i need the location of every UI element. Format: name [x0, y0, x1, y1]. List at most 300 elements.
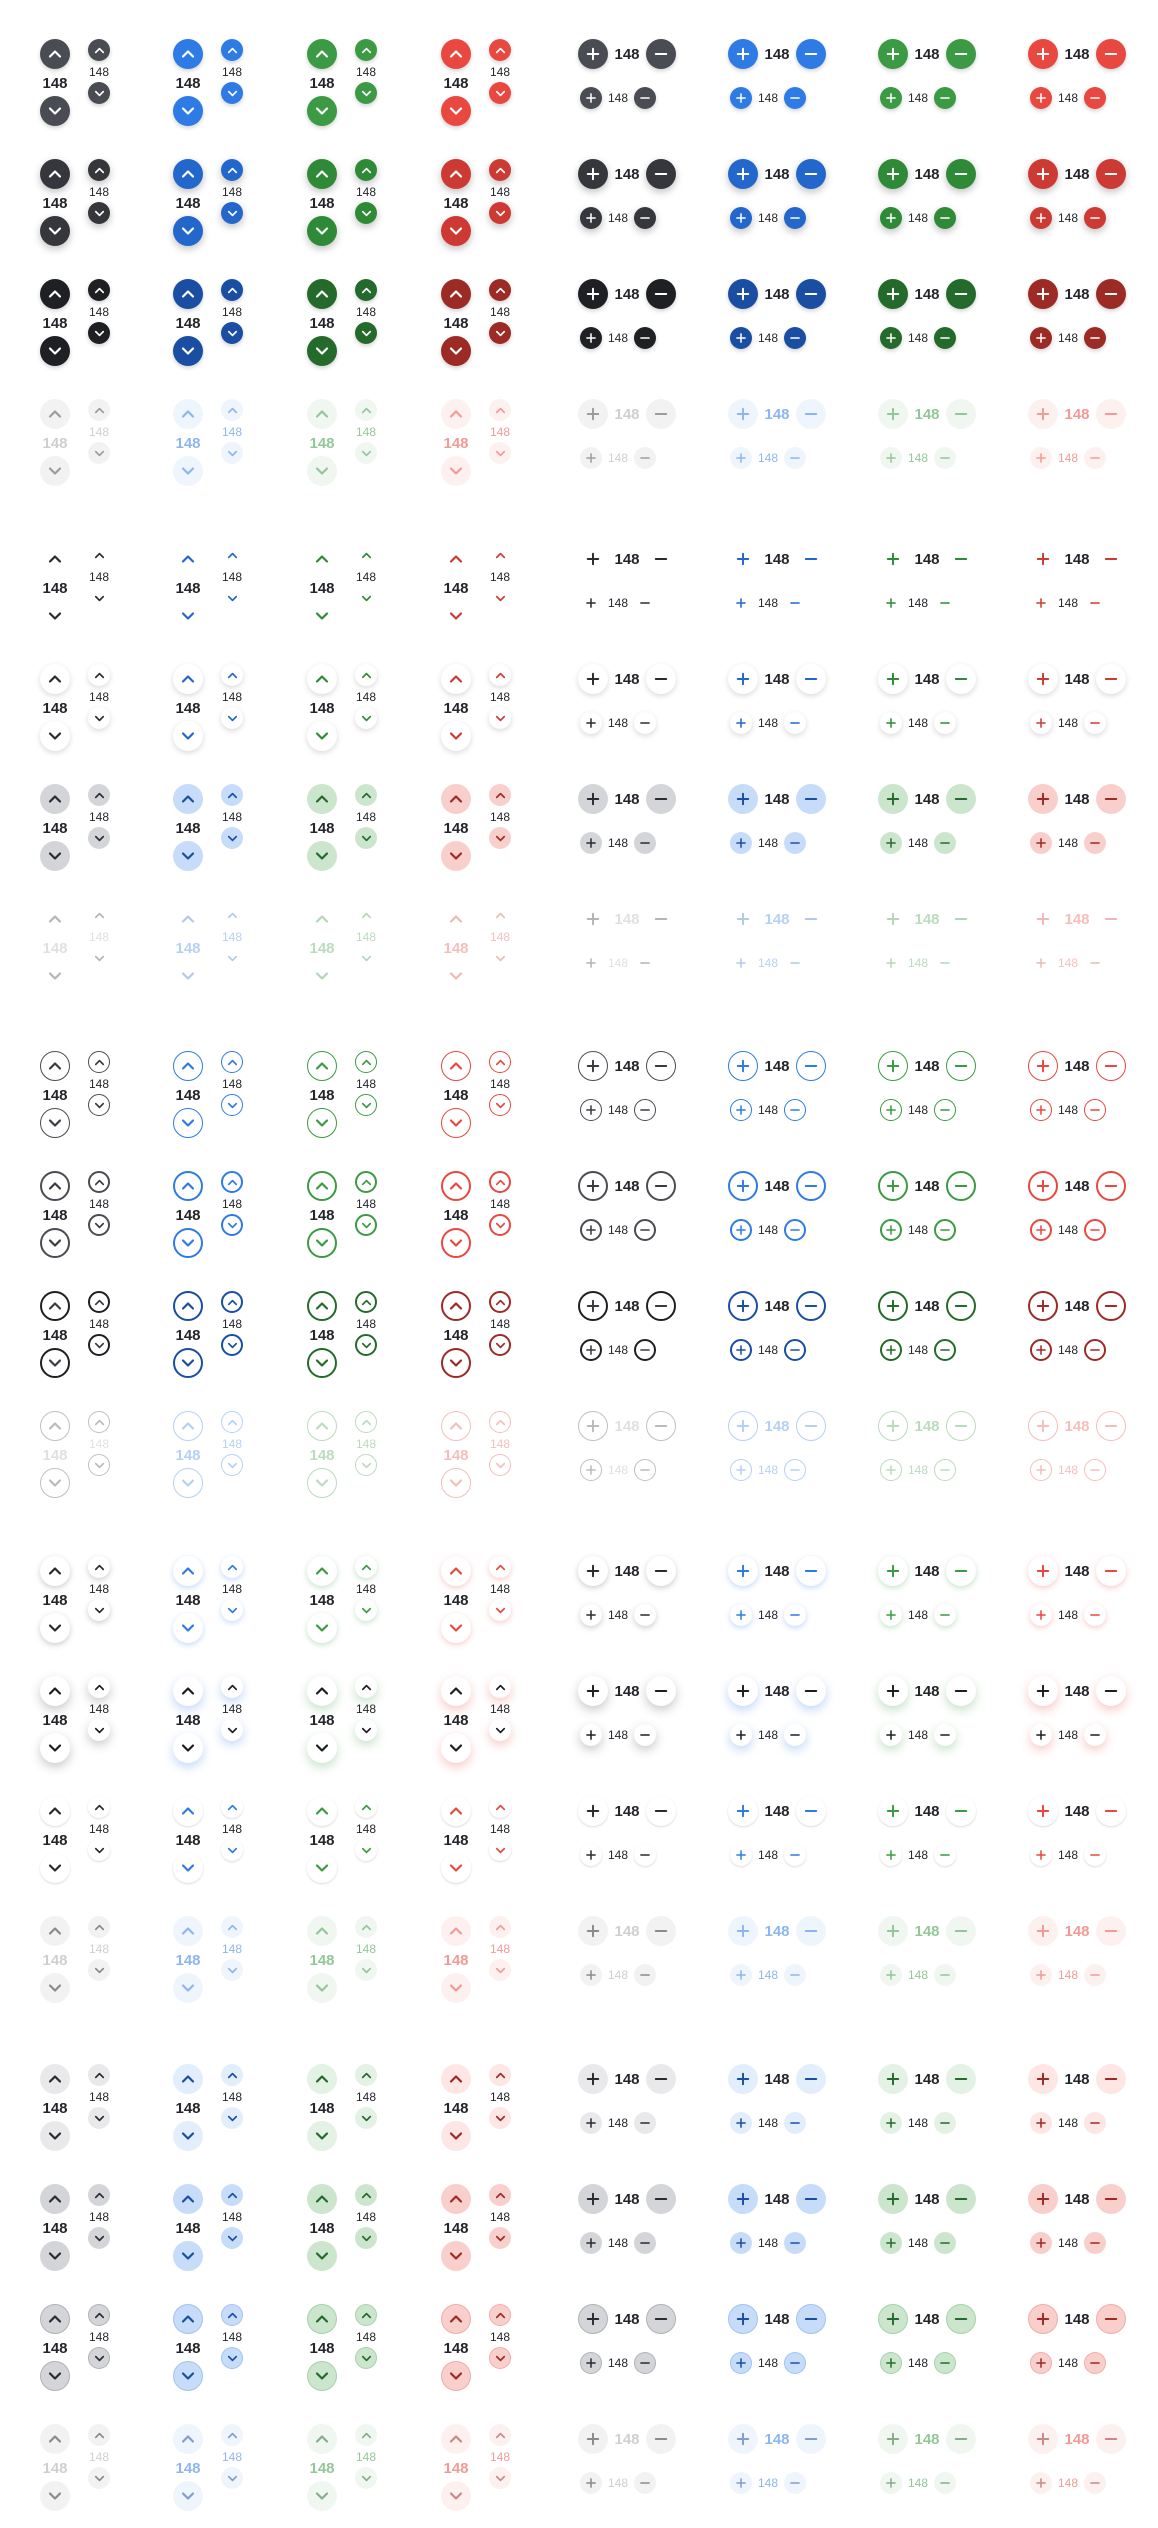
decrement-button[interactable] — [1096, 664, 1126, 694]
increment-button[interactable] — [878, 2424, 908, 2454]
decrement-button[interactable] — [646, 2304, 676, 2334]
increment-button[interactable] — [489, 39, 511, 61]
decrement-button[interactable] — [40, 1468, 70, 1498]
decrement-button[interactable] — [307, 456, 337, 486]
decrement-button[interactable] — [1084, 712, 1106, 734]
increment-button[interactable] — [728, 279, 758, 309]
increment-button[interactable] — [880, 952, 902, 974]
increment-button[interactable] — [489, 1796, 511, 1818]
increment-button[interactable] — [578, 1051, 608, 1081]
increment-button[interactable] — [578, 2424, 608, 2454]
increment-button[interactable] — [728, 2184, 758, 2214]
decrement-button[interactable] — [88, 1334, 110, 1356]
increment-button[interactable] — [1030, 1099, 1052, 1121]
increment-button[interactable] — [728, 2424, 758, 2454]
increment-button[interactable] — [580, 1339, 602, 1361]
increment-button[interactable] — [878, 784, 908, 814]
decrement-button[interactable] — [634, 2232, 656, 2254]
increment-button[interactable] — [1030, 2472, 1052, 2494]
increment-button[interactable] — [355, 784, 377, 806]
increment-button[interactable] — [1028, 1796, 1058, 1826]
increment-button[interactable] — [578, 1556, 608, 1586]
decrement-button[interactable] — [634, 1219, 656, 1241]
decrement-button[interactable] — [796, 544, 826, 574]
decrement-button[interactable] — [221, 947, 243, 969]
decrement-button[interactable] — [1096, 1411, 1126, 1441]
decrement-button[interactable] — [40, 1853, 70, 1883]
decrement-button[interactable] — [355, 1599, 377, 1621]
decrement-button[interactable] — [634, 952, 656, 974]
decrement-button[interactable] — [1084, 1724, 1106, 1746]
decrement-button[interactable] — [489, 587, 511, 609]
decrement-button[interactable] — [646, 399, 676, 429]
decrement-button[interactable] — [441, 1468, 471, 1498]
increment-button[interactable] — [580, 2112, 602, 2134]
increment-button[interactable] — [1028, 784, 1058, 814]
increment-button[interactable] — [878, 1676, 908, 1706]
decrement-button[interactable] — [489, 82, 511, 104]
increment-button[interactable] — [1030, 327, 1052, 349]
increment-button[interactable] — [880, 1724, 902, 1746]
decrement-button[interactable] — [1096, 39, 1126, 69]
decrement-button[interactable] — [489, 1719, 511, 1741]
increment-button[interactable] — [1030, 1339, 1052, 1361]
increment-button[interactable] — [880, 447, 902, 469]
decrement-button[interactable] — [934, 207, 956, 229]
increment-button[interactable] — [173, 784, 203, 814]
decrement-button[interactable] — [221, 202, 243, 224]
decrement-button[interactable] — [934, 327, 956, 349]
decrement-button[interactable] — [40, 1733, 70, 1763]
increment-button[interactable] — [221, 664, 243, 686]
increment-button[interactable] — [728, 664, 758, 694]
increment-button[interactable] — [1030, 1604, 1052, 1626]
increment-button[interactable] — [40, 904, 70, 934]
increment-button[interactable] — [441, 2064, 471, 2094]
decrement-button[interactable] — [40, 721, 70, 751]
increment-button[interactable] — [728, 1411, 758, 1441]
decrement-button[interactable] — [1096, 784, 1126, 814]
decrement-button[interactable] — [40, 336, 70, 366]
decrement-button[interactable] — [796, 664, 826, 694]
decrement-button[interactable] — [441, 2361, 471, 2391]
decrement-button[interactable] — [88, 827, 110, 849]
increment-button[interactable] — [878, 2304, 908, 2334]
increment-button[interactable] — [173, 1676, 203, 1706]
decrement-button[interactable] — [634, 207, 656, 229]
increment-button[interactable] — [88, 664, 110, 686]
decrement-button[interactable] — [934, 2112, 956, 2134]
decrement-button[interactable] — [441, 1348, 471, 1378]
increment-button[interactable] — [489, 2304, 511, 2326]
increment-button[interactable] — [355, 2304, 377, 2326]
increment-button[interactable] — [730, 1844, 752, 1866]
increment-button[interactable] — [355, 1411, 377, 1433]
decrement-button[interactable] — [40, 96, 70, 126]
decrement-button[interactable] — [307, 1853, 337, 1883]
decrement-button[interactable] — [489, 707, 511, 729]
decrement-button[interactable] — [173, 456, 203, 486]
increment-button[interactable] — [730, 207, 752, 229]
increment-button[interactable] — [878, 279, 908, 309]
increment-button[interactable] — [40, 2304, 70, 2334]
decrement-button[interactable] — [1096, 2424, 1126, 2454]
decrement-button[interactable] — [796, 784, 826, 814]
increment-button[interactable] — [88, 1411, 110, 1433]
increment-button[interactable] — [88, 904, 110, 926]
decrement-button[interactable] — [934, 2472, 956, 2494]
decrement-button[interactable] — [784, 2472, 806, 2494]
decrement-button[interactable] — [646, 159, 676, 189]
increment-button[interactable] — [221, 39, 243, 61]
decrement-button[interactable] — [934, 952, 956, 974]
increment-button[interactable] — [355, 2064, 377, 2086]
decrement-button[interactable] — [1096, 279, 1126, 309]
decrement-button[interactable] — [784, 207, 806, 229]
increment-button[interactable] — [88, 1291, 110, 1313]
increment-button[interactable] — [878, 1051, 908, 1081]
increment-button[interactable] — [730, 2112, 752, 2134]
decrement-button[interactable] — [784, 447, 806, 469]
increment-button[interactable] — [489, 399, 511, 421]
increment-button[interactable] — [489, 904, 511, 926]
decrement-button[interactable] — [88, 2227, 110, 2249]
increment-button[interactable] — [173, 1291, 203, 1321]
increment-button[interactable] — [578, 1411, 608, 1441]
decrement-button[interactable] — [1084, 1099, 1106, 1121]
increment-button[interactable] — [728, 1556, 758, 1586]
decrement-button[interactable] — [441, 1733, 471, 1763]
decrement-button[interactable] — [1084, 1459, 1106, 1481]
increment-button[interactable] — [880, 1099, 902, 1121]
increment-button[interactable] — [307, 1796, 337, 1826]
decrement-button[interactable] — [634, 2112, 656, 2134]
increment-button[interactable] — [728, 904, 758, 934]
increment-button[interactable] — [1028, 664, 1058, 694]
decrement-button[interactable] — [88, 947, 110, 969]
decrement-button[interactable] — [40, 1228, 70, 1258]
decrement-button[interactable] — [946, 1411, 976, 1441]
decrement-button[interactable] — [355, 442, 377, 464]
decrement-button[interactable] — [784, 1219, 806, 1241]
increment-button[interactable] — [441, 1796, 471, 1826]
decrement-button[interactable] — [173, 96, 203, 126]
increment-button[interactable] — [880, 327, 902, 349]
decrement-button[interactable] — [1096, 1171, 1126, 1201]
decrement-button[interactable] — [634, 2472, 656, 2494]
decrement-button[interactable] — [173, 1348, 203, 1378]
decrement-button[interactable] — [489, 1959, 511, 1981]
increment-button[interactable] — [307, 1291, 337, 1321]
increment-button[interactable] — [580, 712, 602, 734]
increment-button[interactable] — [730, 447, 752, 469]
increment-button[interactable] — [221, 1051, 243, 1073]
increment-button[interactable] — [355, 279, 377, 301]
increment-button[interactable] — [1030, 1219, 1052, 1241]
decrement-button[interactable] — [646, 2064, 676, 2094]
decrement-button[interactable] — [796, 2424, 826, 2454]
increment-button[interactable] — [880, 592, 902, 614]
increment-button[interactable] — [173, 1916, 203, 1946]
increment-button[interactable] — [1030, 207, 1052, 229]
decrement-button[interactable] — [355, 1334, 377, 1356]
increment-button[interactable] — [307, 1171, 337, 1201]
increment-button[interactable] — [880, 2352, 902, 2374]
increment-button[interactable] — [1028, 159, 1058, 189]
decrement-button[interactable] — [221, 1214, 243, 1236]
decrement-button[interactable] — [173, 1853, 203, 1883]
increment-button[interactable] — [1030, 447, 1052, 469]
increment-button[interactable] — [580, 2232, 602, 2254]
decrement-button[interactable] — [784, 592, 806, 614]
increment-button[interactable] — [728, 399, 758, 429]
decrement-button[interactable] — [796, 159, 826, 189]
decrement-button[interactable] — [88, 322, 110, 344]
increment-button[interactable] — [88, 784, 110, 806]
decrement-button[interactable] — [634, 1339, 656, 1361]
increment-button[interactable] — [580, 832, 602, 854]
decrement-button[interactable] — [441, 961, 471, 991]
increment-button[interactable] — [578, 2064, 608, 2094]
decrement-button[interactable] — [796, 1796, 826, 1826]
increment-button[interactable] — [580, 1724, 602, 1746]
increment-button[interactable] — [355, 2184, 377, 2206]
decrement-button[interactable] — [796, 1411, 826, 1441]
increment-button[interactable] — [730, 952, 752, 974]
increment-button[interactable] — [221, 1291, 243, 1313]
decrement-button[interactable] — [1096, 1556, 1126, 1586]
increment-button[interactable] — [489, 279, 511, 301]
decrement-button[interactable] — [441, 1228, 471, 1258]
increment-button[interactable] — [1028, 1411, 1058, 1441]
increment-button[interactable] — [489, 784, 511, 806]
increment-button[interactable] — [441, 1676, 471, 1706]
decrement-button[interactable] — [946, 1291, 976, 1321]
increment-button[interactable] — [878, 1291, 908, 1321]
decrement-button[interactable] — [40, 841, 70, 871]
increment-button[interactable] — [221, 544, 243, 566]
increment-button[interactable] — [307, 544, 337, 574]
decrement-button[interactable] — [1084, 592, 1106, 614]
increment-button[interactable] — [40, 1676, 70, 1706]
decrement-button[interactable] — [1096, 1676, 1126, 1706]
decrement-button[interactable] — [441, 2121, 471, 2151]
decrement-button[interactable] — [784, 1724, 806, 1746]
increment-button[interactable] — [580, 1459, 602, 1481]
decrement-button[interactable] — [646, 1796, 676, 1826]
increment-button[interactable] — [307, 2184, 337, 2214]
increment-button[interactable] — [578, 399, 608, 429]
decrement-button[interactable] — [796, 39, 826, 69]
increment-button[interactable] — [489, 1916, 511, 1938]
decrement-button[interactable] — [634, 327, 656, 349]
increment-button[interactable] — [355, 544, 377, 566]
increment-button[interactable] — [307, 1676, 337, 1706]
increment-button[interactable] — [441, 1411, 471, 1441]
decrement-button[interactable] — [355, 1454, 377, 1476]
decrement-button[interactable] — [784, 1099, 806, 1121]
decrement-button[interactable] — [634, 2352, 656, 2374]
increment-button[interactable] — [578, 279, 608, 309]
increment-button[interactable] — [307, 1051, 337, 1081]
decrement-button[interactable] — [40, 1108, 70, 1138]
increment-button[interactable] — [730, 2352, 752, 2374]
decrement-button[interactable] — [221, 1719, 243, 1741]
decrement-button[interactable] — [88, 1719, 110, 1741]
increment-button[interactable] — [307, 399, 337, 429]
increment-button[interactable] — [580, 207, 602, 229]
decrement-button[interactable] — [173, 336, 203, 366]
decrement-button[interactable] — [221, 2467, 243, 2489]
decrement-button[interactable] — [307, 1228, 337, 1258]
increment-button[interactable] — [878, 1411, 908, 1441]
decrement-button[interactable] — [1084, 2232, 1106, 2254]
decrement-button[interactable] — [489, 1839, 511, 1861]
decrement-button[interactable] — [784, 1964, 806, 1986]
increment-button[interactable] — [441, 159, 471, 189]
decrement-button[interactable] — [355, 202, 377, 224]
increment-button[interactable] — [878, 2064, 908, 2094]
decrement-button[interactable] — [946, 2304, 976, 2334]
decrement-button[interactable] — [221, 1094, 243, 1116]
increment-button[interactable] — [355, 1676, 377, 1698]
decrement-button[interactable] — [173, 1228, 203, 1258]
decrement-button[interactable] — [88, 1599, 110, 1621]
increment-button[interactable] — [878, 1556, 908, 1586]
increment-button[interactable] — [355, 1171, 377, 1193]
decrement-button[interactable] — [489, 442, 511, 464]
decrement-button[interactable] — [40, 2121, 70, 2151]
decrement-button[interactable] — [441, 721, 471, 751]
increment-button[interactable] — [441, 39, 471, 69]
decrement-button[interactable] — [1084, 327, 1106, 349]
decrement-button[interactable] — [634, 712, 656, 734]
decrement-button[interactable] — [646, 2424, 676, 2454]
increment-button[interactable] — [489, 1171, 511, 1193]
increment-button[interactable] — [880, 1459, 902, 1481]
decrement-button[interactable] — [784, 2352, 806, 2374]
decrement-button[interactable] — [88, 82, 110, 104]
increment-button[interactable] — [173, 664, 203, 694]
decrement-button[interactable] — [646, 39, 676, 69]
decrement-button[interactable] — [1084, 1844, 1106, 1866]
increment-button[interactable] — [355, 904, 377, 926]
increment-button[interactable] — [173, 544, 203, 574]
decrement-button[interactable] — [634, 1964, 656, 1986]
increment-button[interactable] — [1028, 39, 1058, 69]
increment-button[interactable] — [878, 399, 908, 429]
decrement-button[interactable] — [40, 1973, 70, 2003]
increment-button[interactable] — [1028, 2064, 1058, 2094]
increment-button[interactable] — [878, 1916, 908, 1946]
increment-button[interactable] — [578, 784, 608, 814]
increment-button[interactable] — [728, 1051, 758, 1081]
decrement-button[interactable] — [796, 1676, 826, 1706]
increment-button[interactable] — [1028, 904, 1058, 934]
decrement-button[interactable] — [221, 1454, 243, 1476]
increment-button[interactable] — [1028, 1676, 1058, 1706]
decrement-button[interactable] — [441, 841, 471, 871]
increment-button[interactable] — [40, 784, 70, 814]
decrement-button[interactable] — [1096, 1051, 1126, 1081]
decrement-button[interactable] — [784, 2112, 806, 2134]
decrement-button[interactable] — [307, 2481, 337, 2511]
decrement-button[interactable] — [307, 1468, 337, 1498]
increment-button[interactable] — [173, 2424, 203, 2454]
increment-button[interactable] — [88, 544, 110, 566]
increment-button[interactable] — [730, 592, 752, 614]
decrement-button[interactable] — [934, 87, 956, 109]
increment-button[interactable] — [578, 1796, 608, 1826]
increment-button[interactable] — [730, 327, 752, 349]
increment-button[interactable] — [355, 1916, 377, 1938]
increment-button[interactable] — [1028, 1291, 1058, 1321]
decrement-button[interactable] — [355, 1719, 377, 1741]
increment-button[interactable] — [221, 159, 243, 181]
increment-button[interactable] — [1030, 1724, 1052, 1746]
increment-button[interactable] — [88, 1171, 110, 1193]
increment-button[interactable] — [1030, 952, 1052, 974]
increment-button[interactable] — [578, 544, 608, 574]
increment-button[interactable] — [221, 1676, 243, 1698]
increment-button[interactable] — [1030, 1459, 1052, 1481]
increment-button[interactable] — [441, 399, 471, 429]
increment-button[interactable] — [88, 1916, 110, 1938]
increment-button[interactable] — [580, 952, 602, 974]
decrement-button[interactable] — [946, 784, 976, 814]
increment-button[interactable] — [489, 1051, 511, 1073]
decrement-button[interactable] — [221, 82, 243, 104]
decrement-button[interactable] — [796, 1291, 826, 1321]
decrement-button[interactable] — [221, 827, 243, 849]
decrement-button[interactable] — [355, 1214, 377, 1236]
increment-button[interactable] — [307, 1916, 337, 1946]
decrement-button[interactable] — [355, 587, 377, 609]
decrement-button[interactable] — [40, 2481, 70, 2511]
increment-button[interactable] — [40, 1411, 70, 1441]
decrement-button[interactable] — [946, 279, 976, 309]
increment-button[interactable] — [173, 2184, 203, 2214]
increment-button[interactable] — [173, 1051, 203, 1081]
increment-button[interactable] — [40, 544, 70, 574]
increment-button[interactable] — [88, 2064, 110, 2086]
increment-button[interactable] — [1030, 2112, 1052, 2134]
decrement-button[interactable] — [1096, 1916, 1126, 1946]
decrement-button[interactable] — [355, 2467, 377, 2489]
increment-button[interactable] — [730, 1339, 752, 1361]
decrement-button[interactable] — [646, 1171, 676, 1201]
increment-button[interactable] — [221, 1556, 243, 1578]
decrement-button[interactable] — [221, 587, 243, 609]
increment-button[interactable] — [441, 2424, 471, 2454]
increment-button[interactable] — [580, 327, 602, 349]
increment-button[interactable] — [580, 592, 602, 614]
increment-button[interactable] — [173, 1556, 203, 1586]
increment-button[interactable] — [1028, 2304, 1058, 2334]
decrement-button[interactable] — [489, 322, 511, 344]
increment-button[interactable] — [728, 1796, 758, 1826]
increment-button[interactable] — [441, 1171, 471, 1201]
increment-button[interactable] — [307, 2064, 337, 2094]
increment-button[interactable] — [88, 2304, 110, 2326]
decrement-button[interactable] — [307, 1613, 337, 1643]
increment-button[interactable] — [307, 159, 337, 189]
decrement-button[interactable] — [489, 2467, 511, 2489]
decrement-button[interactable] — [634, 832, 656, 854]
decrement-button[interactable] — [796, 1051, 826, 1081]
increment-button[interactable] — [173, 904, 203, 934]
increment-button[interactable] — [728, 1676, 758, 1706]
